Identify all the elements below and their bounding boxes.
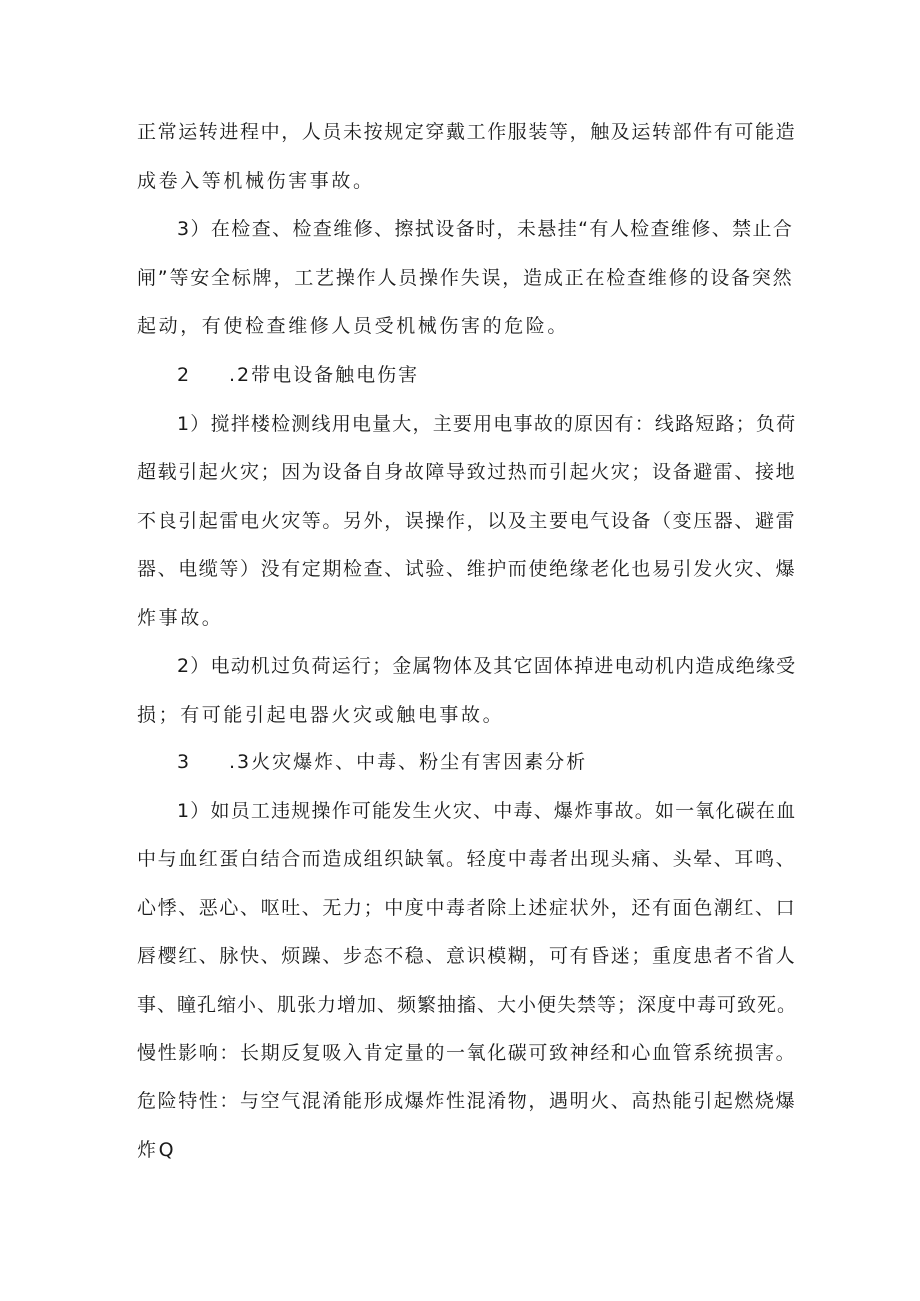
section-heading [177, 359, 797, 391]
body-line: 成卷入等机械伤害事故。 [137, 170, 375, 192]
body-line: 器、电缆等）没有定期检查、试验、维护而使绝缘老化也易引发火灾、爆 [137, 558, 797, 580]
body-line: 危险特性：与空气混淆能形成爆炸性混淆物，遇明火、高热能引起燃烧爆 [137, 1090, 797, 1112]
body-line: 炸事故。 [137, 607, 224, 629]
body-line: 唇樱红、脉快、烦躁、步态不稳、意识模糊，可有昏迷；重度患者不省人 [137, 945, 797, 967]
body-line: 1）如员工违规操作可能发生火灾、中毒、爆炸事故。如一氧化碳在血 [177, 800, 797, 822]
body-line: 心悸、恶心、呕吐、无力；中度中毒者除上述症状外，还有面色潮红、口 [137, 897, 797, 919]
body-line: 2）电动机过负荷运行；金属物体及其它固体掉进电动机内造成绝缘受 [177, 655, 797, 677]
section-heading-number: 2 [177, 364, 192, 386]
section-heading-number: 3 [177, 751, 192, 773]
body-line: 超载引起火灾；因为设备自身故障导致过热而引起火灾；设备避雷、接地 [137, 461, 797, 483]
body-line: 慢性影响：长期反复吸入肯定量的一氧化碳可致神经和心血管系统损害。 [137, 1042, 797, 1064]
body-line: 闸”等安全标牌，工艺操作人员操作失误，造成正在检查维修的设备突然 [137, 267, 794, 289]
body-line: 不良引起雷电火灾等。另外，误操作，以及主要电气设备（变压器、避雷 [137, 510, 797, 532]
body-line: 事、瞳孔缩小、肌张力增加、频繁抽搐、大小便失禁等；深度中毒可致死。 [137, 994, 798, 1016]
body-line: 炸Q [137, 1139, 177, 1161]
section-heading-text: .3火灾爆炸、中毒、粉尘有害因素分析 [229, 751, 588, 773]
body-line: 起动，有使检查维修人员受机械伤害的危险。 [137, 315, 570, 337]
body-line: 损；有可能引起电器火灾或触电事故。 [137, 704, 505, 726]
body-line: 正常运转进程中，人员未按规定穿戴工作服装等，触及运转部件有可能造 [137, 121, 797, 143]
body-line: 3）在检查、检查维修、擦拭设备时，未悬挂“有人检查维修、禁止合 [177, 218, 794, 240]
body-line: 1）搅拌楼检测线用电量大，主要用电事故的原因有：线路短路；负荷 [177, 413, 797, 435]
section-heading [177, 746, 797, 778]
section-heading-text: .2带电设备触电伤害 [229, 364, 420, 386]
body-line: 中与血红蛋白结合而造成组织缺氧。轻度中毒者出现头痛、头晕、耳鸣、 [137, 848, 797, 870]
